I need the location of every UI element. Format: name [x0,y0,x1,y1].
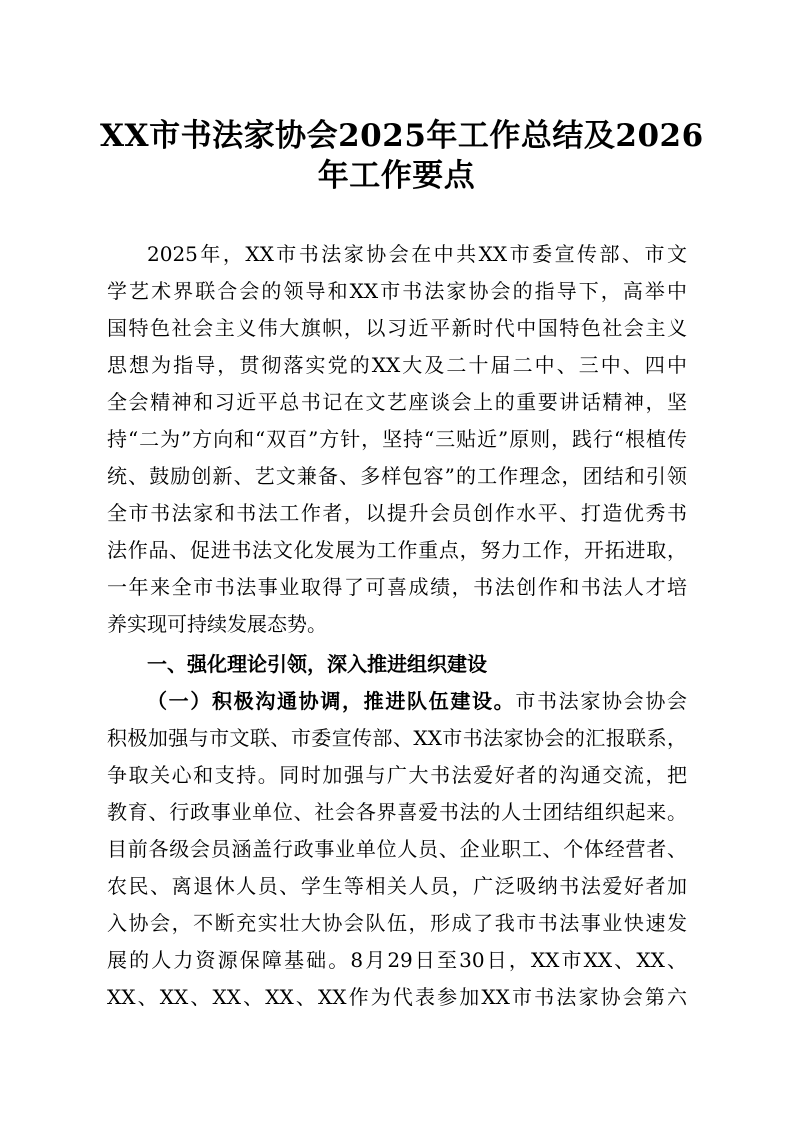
intro-paragraph-line: 2025年，XX市书法家协会在中共XX市委宣传部、市文 [147,242,687,266]
subsection-first-line-rest: 市书法家协会协会 [515,689,688,713]
document-title-line-1: XX市书法家协会2025年工作总结及2026 [100,118,704,154]
subsection-paragraph-line: 展的人力资源保障基础。8月29日至30日，XX市XX、XX、 [107,948,687,972]
intro-paragraph-line: 思想为指导，贯彻落实党的XX大及二十届二中、三中、四中 [107,353,687,377]
subsection-heading-1: （一）积极沟通协调，推进队伍建设。 [147,689,516,713]
subsection-paragraph-line: XX、XX、XX、XX、XX作为代表参加XX市书法家协会第六 [107,985,687,1009]
subsection-paragraph-line: 争取关心和支持。同时加强与广大书法爱好者的沟通交流，把 [107,763,687,787]
subsection-first-line [147,683,687,720]
intro-paragraph-line: 学艺术界联合会的领导和XX市书法家协会的指导下，高举中 [107,279,687,303]
section-heading-1: 一、强化理论引领，深入推进组织建设 [147,652,487,676]
intro-paragraph-line: 持“二为”方向和“双百”方针，坚持“三贴近”原则，践行“根植传 [107,427,687,451]
intro-paragraph-line: 全会精神和习近平总书记在文艺座谈会上的重要讲话精神，坚 [107,390,687,414]
subsection-paragraph-line: 目前各级会员涵盖行政事业单位人员、企业职工、个体经营者、 [107,837,687,861]
intro-paragraph-line: 统、鼓励创新、艺文兼备、多样包容”的工作理念，团结和引领 [107,464,687,488]
intro-paragraph-line: 法作品、促进书法文化发展为工作重点，努力工作，开拓进取， [107,538,687,562]
subsection-paragraph-line: 农民、离退休人员、学生等相关人员，广泛吸纳书法爱好者加 [107,874,687,898]
subsection-paragraph-line: 教育、行政事业单位、社会各界喜爱书法的人士团结组织起来。 [107,800,687,824]
intro-paragraph-line: 养实现可持续发展态势。 [107,612,327,636]
document-title-line-2: 年工作要点 [317,158,476,194]
intro-paragraph-line: 全市书法家和书法工作者，以提升会员创作水平、打造优秀书 [107,501,687,525]
subsection-paragraph-line: 积极加强与市文联、市委宣传部、XX市书法家协会的汇报联系， [107,726,687,750]
intro-paragraph-line: 国特色社会主义伟大旗帜，以习近平新时代中国特色社会主义 [107,316,687,340]
subsection-paragraph-line: 入协会，不断充实壮大协会队伍，形成了我市书法事业快速发 [107,911,687,935]
intro-paragraph-line: 一年来全市书法事业取得了可喜成绩，书法创作和书法人才培 [107,575,687,599]
